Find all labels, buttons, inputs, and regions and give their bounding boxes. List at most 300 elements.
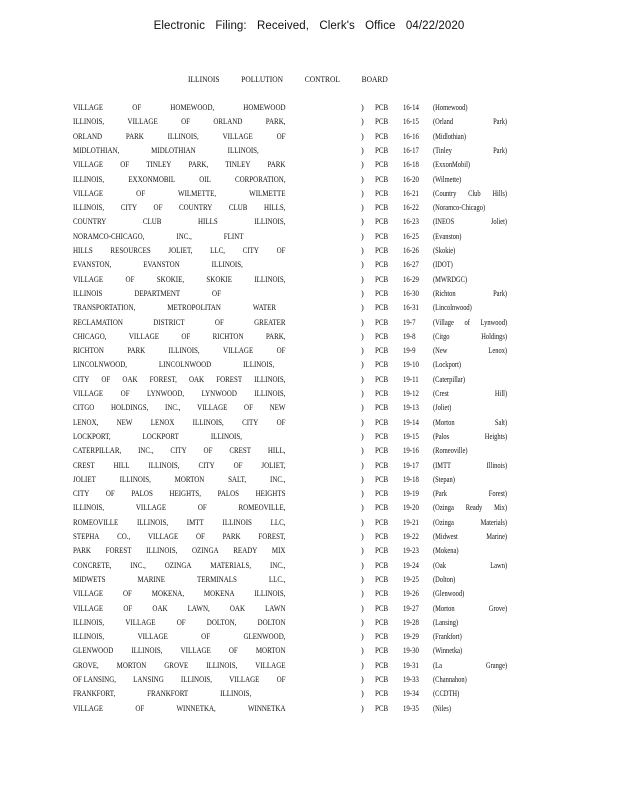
party-word: STEPHA [73, 532, 100, 541]
abbreviation-word: (IMTT [433, 460, 451, 470]
case-number: 16-31 [403, 303, 419, 313]
party-word: VILLAGE [127, 117, 158, 127]
abbreviation-word: (ExxonMobil) [433, 160, 471, 170]
party-text [73, 532, 286, 541]
caption-row [0, 661, 618, 675]
caption-row [0, 689, 618, 703]
party-word: OF [120, 160, 130, 170]
party-word: CITY [120, 203, 137, 213]
party-word: WILMETTE [249, 188, 286, 198]
party-word: DOLTON, [206, 617, 237, 627]
party-word: CITY [242, 417, 259, 427]
party-text [73, 303, 286, 312]
party-word: VILLAGE [73, 589, 104, 599]
pcb-label: PCB [375, 103, 389, 112]
party-word: CO., [117, 532, 131, 541]
party-word: RECLAMATION [73, 317, 123, 327]
party-word: OF [276, 675, 286, 684]
party-word: VILLAGE [222, 131, 253, 141]
case-number: 16-25 [403, 231, 419, 241]
party-abbreviation [433, 175, 507, 184]
party-word: VILLAGE [73, 703, 104, 713]
party-word: OF [153, 203, 163, 213]
pcb-label: PCB [375, 145, 389, 155]
party-word: NORAMCO-CHICAGO, [73, 231, 145, 241]
party-word: ILLINOIS [222, 517, 252, 527]
party-word: GREATER [254, 317, 286, 327]
party-word: CONCRETE, [73, 560, 112, 570]
caption-row [0, 646, 618, 660]
abbreviation-word: Mix) [494, 503, 508, 513]
party-abbreviation [433, 275, 507, 284]
abbreviation-word: (Oak [433, 560, 446, 570]
party-word: ILLINOIS, [254, 389, 286, 398]
party-abbreviation [433, 646, 507, 655]
abbreviation-word: (Romeoville) [433, 446, 468, 456]
caption-row [0, 146, 618, 160]
abbreviation-word: (Winnetka) [433, 646, 463, 656]
party-word: ILLINOIS, [254, 589, 286, 599]
pcb-label: PCB [375, 574, 389, 584]
party-word: OF [123, 603, 133, 613]
party-word: VILLAGE [73, 603, 104, 613]
party-abbreviation [433, 246, 507, 255]
bracket: ) [361, 131, 364, 141]
party-word: OF [214, 317, 224, 327]
abbreviation-word: (Palos [433, 431, 450, 441]
abbreviation-word: Salt) [494, 417, 508, 427]
party-word: ILLINOIS, [73, 617, 105, 627]
party-abbreviation [433, 232, 507, 241]
party-abbreviation [433, 318, 507, 327]
party-word: ILLINOIS, [206, 660, 238, 670]
pcb-label: PCB [375, 117, 389, 127]
party-text [73, 117, 286, 126]
party-word: IMTT [186, 517, 204, 527]
caption-row [0, 117, 618, 131]
party-word: VILLAGE [73, 103, 104, 112]
caption-row [0, 604, 618, 618]
party-word: LYNWOOD [201, 389, 237, 398]
bracket: ) [361, 703, 364, 713]
pcb-label: PCB [375, 546, 389, 556]
party-text [73, 475, 286, 484]
party-word: CHICAGO, [73, 331, 107, 341]
party-word: ROMEOVILLE, [238, 503, 286, 513]
abbreviation-word: (Evanston) [433, 231, 462, 241]
caption-row [0, 375, 618, 389]
bracket: ) [361, 403, 364, 413]
party-word: OF [105, 489, 115, 499]
party-word: PARK [222, 532, 241, 541]
party-text [73, 604, 286, 613]
party-text [73, 275, 286, 284]
party-abbreviation [433, 661, 507, 670]
party-word: GLENWOOD, [243, 632, 286, 642]
party-word: PALOS [217, 489, 240, 499]
pcb-label: PCB [375, 360, 389, 370]
party-word: ROMEOVILLE [73, 517, 119, 527]
party-text [73, 246, 286, 255]
party-abbreviation [433, 675, 507, 684]
party-word: HILL, [267, 446, 286, 456]
abbreviation-word: (Citgo [433, 331, 450, 341]
party-word: VILLAGE [229, 675, 260, 684]
case-number: 19-11 [403, 374, 419, 384]
party-abbreviation [433, 432, 507, 441]
party-text [73, 189, 286, 198]
party-abbreviation [433, 146, 507, 155]
bracket: ) [361, 632, 364, 642]
party-text [73, 432, 286, 441]
party-word: MATERIALS, [210, 560, 252, 570]
party-text [73, 446, 286, 455]
party-word: OIL [199, 174, 211, 184]
abbreviation-word: (La [433, 660, 442, 670]
party-word: ILLINOIS, [254, 274, 286, 284]
party-word: CREST [229, 446, 252, 456]
party-word: HILLS, [264, 203, 286, 213]
abbreviation-word: (New [433, 346, 448, 356]
party-word: VILLAGE [128, 331, 160, 341]
abbreviation-word: Joliet) [490, 217, 508, 227]
abbreviation-word: (Ozinga [433, 517, 454, 527]
case-number: 19-10 [403, 360, 419, 370]
party-word: LENOX [150, 417, 175, 427]
case-number: 16-23 [403, 217, 419, 227]
party-word: INC., [130, 560, 146, 570]
abbreviation-word: (INEOS [433, 217, 455, 227]
party-word: OF [125, 274, 135, 284]
pcb-label: PCB [375, 188, 389, 198]
party-word: FOREST [216, 374, 243, 384]
party-abbreviation [433, 461, 507, 470]
case-number: 19-27 [403, 603, 419, 613]
case-number: 16-27 [403, 260, 419, 270]
party-word: ILLINOIS, [227, 145, 259, 155]
party-word: FOREST, [149, 374, 177, 384]
party-text [73, 346, 286, 355]
party-text [73, 661, 286, 670]
bracket: ) [361, 203, 364, 213]
caption-row [0, 432, 618, 446]
party-abbreviation [433, 503, 507, 512]
pcb-label: PCB [375, 660, 389, 670]
bracket: ) [361, 246, 364, 255]
pcb-label: PCB [375, 503, 389, 513]
case-number: 16-21 [403, 188, 419, 198]
caption-row [0, 489, 618, 503]
party-word: COUNTRY [178, 203, 213, 213]
case-number: 16-22 [403, 203, 419, 213]
abbreviation-word: (Richton [433, 288, 456, 298]
party-word: OF [132, 103, 142, 112]
abbreviation-word: Park) [493, 117, 508, 127]
party-word: VILLAGE [125, 617, 156, 627]
case-number: 19-23 [403, 546, 419, 556]
party-word: ILLINOIS, [168, 346, 200, 356]
party-word: EVANSTON [143, 260, 180, 270]
party-abbreviation [433, 518, 507, 527]
document-title [188, 75, 388, 84]
abbreviation-word: (Glenwood) [433, 589, 465, 599]
party-word: INC., [165, 403, 181, 413]
party-word: ILLINOIS, [192, 417, 224, 427]
bracket: ) [361, 103, 364, 112]
pcb-label: PCB [375, 274, 389, 284]
abbreviation-word: Grange) [485, 660, 508, 670]
case-number: 19-17 [403, 460, 419, 470]
party-text [73, 318, 286, 327]
abbreviation-word: Hills) [492, 188, 508, 198]
party-word: OF [201, 632, 211, 642]
party-text [73, 589, 286, 598]
abbreviation-word: Illinois) [486, 460, 508, 470]
party-word: OF LANSING, [73, 675, 116, 684]
case-number: 19-28 [403, 617, 419, 627]
abbreviation-word: Heights) [484, 431, 508, 441]
pcb-label: PCB [375, 260, 389, 270]
party-word: OF [203, 446, 213, 456]
case-number: 19-33 [403, 675, 419, 684]
abbreviation-word: (CCDTH) [433, 689, 460, 699]
party-word: INC., [269, 474, 286, 484]
party-word: LINCOLNWOOD, [73, 360, 128, 370]
party-abbreviation [433, 546, 507, 555]
party-abbreviation [433, 389, 507, 398]
pcb-label: PCB [375, 589, 389, 599]
party-word: CATERPILLAR, [73, 446, 122, 456]
party-abbreviation [433, 532, 507, 541]
party-text [73, 632, 286, 641]
case-number: 16-17 [403, 145, 419, 155]
party-word: OF [233, 460, 243, 470]
party-text [73, 618, 286, 627]
party-word: VILLAGE [148, 532, 179, 541]
party-word: ILLINOIS, [136, 517, 169, 527]
party-word: PALOS [131, 489, 153, 499]
abbreviation-word: (Wilmette) [433, 174, 462, 184]
bracket: ) [361, 331, 364, 341]
bracket: ) [361, 303, 364, 313]
party-word: ILLINOIS, [131, 646, 163, 656]
party-word: RESOURCES [110, 246, 151, 255]
party-word: HEIGHTS, [169, 489, 201, 499]
abbreviation-word: (Skokie) [433, 246, 456, 255]
party-text [73, 689, 286, 698]
party-word: CITY [198, 460, 215, 470]
abbreviation-word: Park) [493, 145, 508, 155]
pcb-label: PCB [375, 374, 389, 384]
abbreviation-word: Park) [493, 288, 508, 298]
party-text [73, 503, 286, 512]
bracket: ) [361, 188, 364, 198]
pcb-label: PCB [375, 331, 389, 341]
party-abbreviation [433, 689, 507, 698]
party-abbreviation [433, 489, 507, 498]
abbreviation-word: (Morton [433, 417, 455, 427]
caption-row [0, 475, 618, 489]
caption-row [0, 260, 618, 274]
party-abbreviation [433, 217, 507, 226]
party-text [73, 575, 286, 584]
bracket: ) [361, 689, 364, 699]
bracket: ) [361, 360, 364, 370]
party-word: ILLINOIS, [73, 203, 105, 213]
party-word: OF [228, 646, 238, 656]
caption-row [0, 561, 618, 575]
party-abbreviation [433, 403, 507, 412]
party-word: CITY [73, 374, 90, 384]
abbreviation-word: (Midwest [433, 532, 458, 541]
party-word: VILLAGE [180, 646, 211, 656]
pcb-label: PCB [375, 603, 389, 613]
case-number: 16-16 [403, 131, 419, 141]
abbreviation-word: (Tinley [433, 145, 452, 155]
abbreviation-word: Lawn) [490, 560, 508, 570]
party-word: LENOX, [73, 417, 99, 427]
party-abbreviation [433, 632, 507, 641]
party-word: TINLEY [225, 160, 251, 170]
abbreviation-word: (Mokena) [433, 546, 459, 556]
party-word: TINLEY [146, 160, 172, 170]
caption-row [0, 217, 618, 231]
party-word: CREST [73, 460, 95, 470]
bracket: ) [361, 560, 364, 570]
bracket: ) [361, 217, 364, 227]
caption-row [0, 246, 618, 260]
pcb-label: PCB [375, 646, 389, 656]
abbreviation-word: (Park [433, 489, 448, 499]
case-number: 16-18 [403, 160, 419, 170]
party-word: WINNETKA, [176, 703, 216, 713]
party-word: HILL [113, 460, 130, 470]
party-word: MIDWETS [73, 574, 106, 584]
party-word: HOMEWOOD [243, 103, 286, 112]
case-number: 19-34 [403, 689, 419, 699]
party-word: OF [276, 417, 286, 427]
party-word: CLUB [228, 203, 248, 213]
abbreviation-word: Materials) [480, 517, 508, 527]
pcb-label: PCB [375, 317, 389, 327]
case-number: 16-29 [403, 274, 419, 284]
case-number: 19-26 [403, 589, 419, 599]
party-word: GROVE, [73, 660, 99, 670]
bracket: ) [361, 474, 364, 484]
party-word: FOREST, [258, 532, 286, 541]
party-word: RICHTON [212, 331, 244, 341]
abbreviation-word: (IDOT) [433, 260, 453, 270]
party-word: ILLINOIS, [167, 131, 199, 141]
party-abbreviation [433, 189, 507, 198]
party-text [73, 675, 286, 684]
abbreviation-word: Forest) [488, 489, 508, 499]
pcb-label: PCB [375, 346, 389, 356]
party-text [73, 389, 286, 398]
party-word: OAK [122, 374, 138, 384]
party-word: VILLAGE [255, 660, 286, 670]
party-abbreviation [433, 117, 507, 126]
case-number: 16-20 [403, 174, 419, 184]
party-word: MORTON [174, 474, 205, 484]
party-word: SALT, [228, 474, 247, 484]
party-abbreviation [433, 160, 507, 169]
pcb-label: PCB [375, 303, 389, 313]
party-word: NEW [116, 417, 133, 427]
bracket: ) [361, 589, 364, 599]
party-word: OF [276, 346, 286, 356]
party-word: GROVE [164, 660, 189, 670]
bracket: ) [361, 617, 364, 627]
party-word: METROPOLITAN [167, 303, 221, 313]
title-word: ILLINOIS [188, 75, 220, 84]
caption-row [0, 704, 618, 718]
caption-row [0, 203, 618, 217]
abbreviation-word: (Joliet) [433, 403, 452, 413]
caption-row [0, 360, 618, 374]
party-word: ILLINOIS, [146, 546, 178, 556]
pcb-label: PCB [375, 632, 389, 642]
party-abbreviation [433, 103, 507, 112]
party-abbreviation [433, 346, 507, 355]
bracket: ) [361, 603, 364, 613]
party-word: HOMEWOOD, [170, 103, 215, 112]
party-word: OF [212, 288, 221, 298]
case-number: 19-20 [403, 503, 419, 513]
caption-row [0, 289, 618, 303]
abbreviation-word: (Niles) [433, 703, 451, 713]
pcb-label: PCB [375, 446, 389, 456]
party-word: INC., [138, 446, 154, 456]
abbreviation-word: (Homewood) [433, 103, 468, 112]
party-word: OF [244, 403, 253, 413]
party-word: OF [195, 532, 205, 541]
abbreviation-word: (Morton [433, 603, 455, 613]
pcb-label: PCB [375, 160, 389, 170]
caption-row [0, 346, 618, 360]
party-text [73, 232, 286, 241]
caption-row [0, 532, 618, 546]
party-word: OAK [229, 603, 246, 613]
caption-row [0, 418, 618, 432]
party-text [73, 260, 286, 269]
caption-row [0, 132, 618, 146]
case-number: 19-30 [403, 646, 419, 656]
bracket: ) [361, 431, 364, 441]
party-word: FLINT [223, 231, 244, 241]
bracket: ) [361, 646, 364, 656]
party-text [73, 546, 286, 555]
party-word: JOLIET [73, 474, 96, 484]
case-number: 19-8 [403, 331, 416, 341]
case-number: 19-19 [403, 489, 419, 499]
party-word: OF [181, 117, 191, 127]
caption-row [0, 189, 618, 203]
party-word: COUNTRY [73, 217, 107, 227]
party-word: ILLINOIS, [73, 174, 105, 184]
case-number: 16-30 [403, 288, 419, 298]
bracket: ) [361, 675, 364, 684]
party-word: CLUB [142, 217, 162, 227]
party-word: OF [276, 246, 286, 255]
party-abbreviation [433, 132, 507, 141]
bracket: ) [361, 517, 364, 527]
abbreviation-word: (Village [433, 317, 454, 327]
abbreviation-word: (Caterpillar) [433, 374, 465, 384]
party-word: FOREST [105, 546, 132, 556]
abbreviation-word: (Lincolnwood) [433, 303, 472, 313]
party-abbreviation [433, 575, 507, 584]
